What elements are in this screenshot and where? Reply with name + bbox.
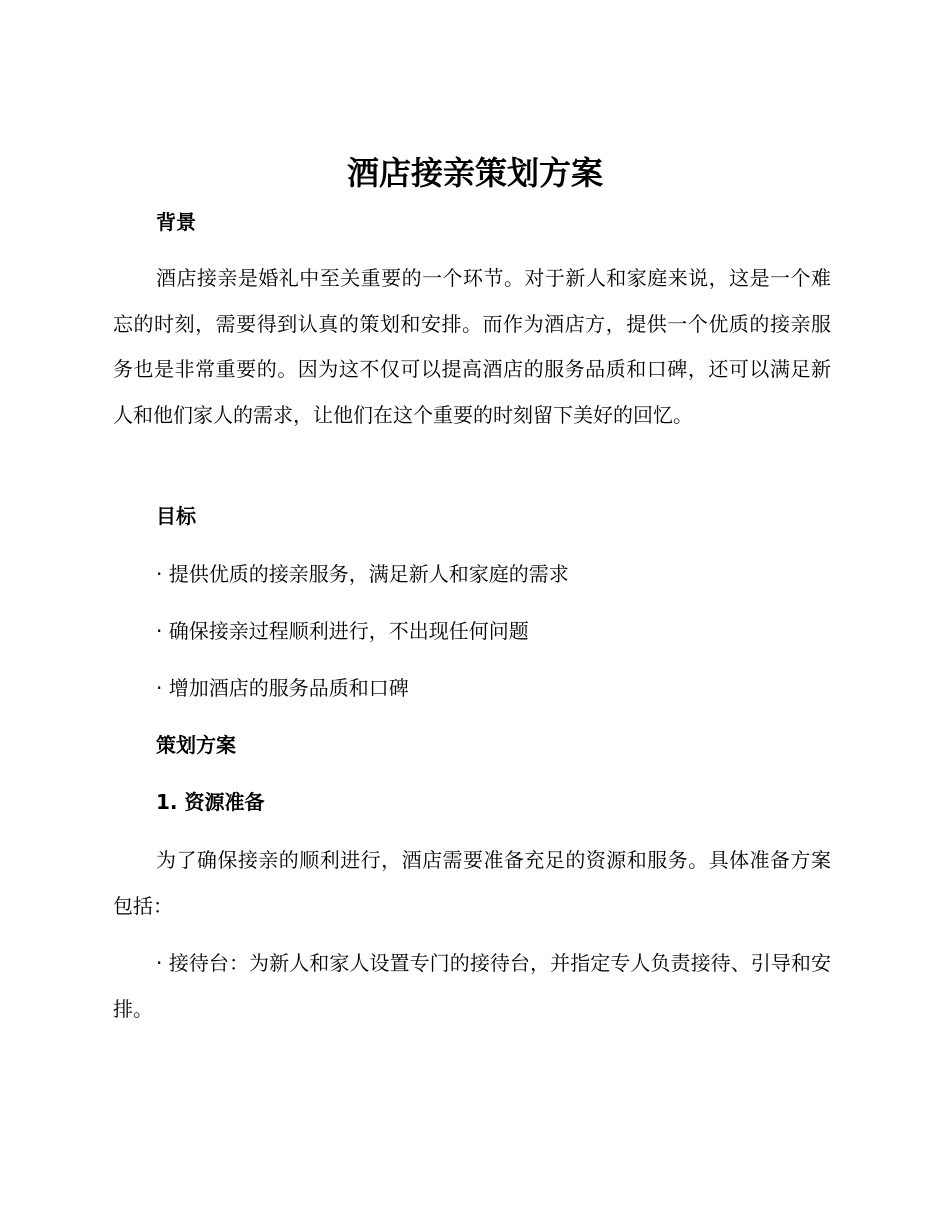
goal-list-item: · 确保接亲过程顺利进行，不出现任何问题 [156,619,529,643]
goal-item-2-block [113,617,831,645]
background-heading: 背景 [156,210,196,234]
background-paragraph: 酒店接亲是婚礼中至关重要的一个环节。对于新人和家庭来说，这是一个难忘的时刻，需要得到认真的策划和安排。而作为酒店方，提供一个优质的接亲服务也是非常重要的。因为这不仅可以提高酒店的服务品质和口碑，还可以满足新人和他们家人的需求，让他们在这个重要的时刻留下美好的回忆。 [113,266,831,427]
resource-paragraph-block [113,838,831,929]
section-heading-resource [113,788,831,816]
document-title: 酒店接亲策划方案 [346,154,603,192]
goal-item-3-block [113,674,831,702]
reception-paragraph: · 接待台：为新人和家人设置专门的接待台，并指定专人负责接待、引导和安排。 [113,951,831,1021]
plan-heading: 策划方案 [156,733,236,757]
background-paragraph-block [113,256,831,438]
section-heading-goal [113,502,831,530]
resource-paragraph: 为了确保接亲的顺利进行，酒店需要准备充足的资源和服务。具体准备方案包括： [113,848,831,918]
reception-paragraph-block [113,941,831,1032]
section-heading-plan [113,731,831,759]
section-heading-background [113,208,831,236]
goal-heading: 目标 [156,504,196,528]
goal-item-1-block [113,560,831,588]
goal-list-item: · 增加酒店的服务品质和口碑 [156,676,409,700]
resource-heading: 1. 资源准备 [156,790,265,814]
goal-list-item: · 提供优质的接亲服务，满足新人和家庭的需求 [156,562,569,586]
